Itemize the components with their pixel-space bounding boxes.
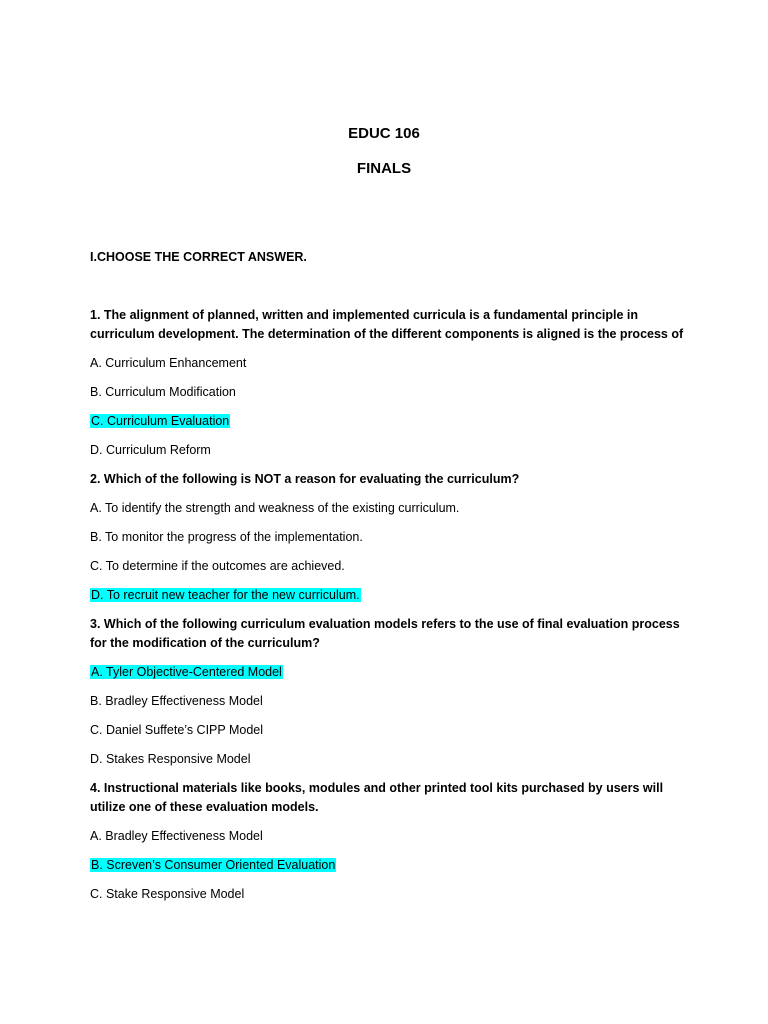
question-1-option-b: B. Curriculum Modification — [90, 385, 236, 399]
question-2-option-d-answer — [90, 586, 690, 605]
question-4-option-b-answer — [90, 856, 690, 875]
question-4-option-a: A. Bradley Effectiveness Model — [90, 829, 263, 843]
question-1-option-a: A. Curriculum Enhancement — [90, 356, 247, 370]
answer-highlight: B. Screven’s Consumer Oriented Evaluation — [91, 858, 336, 872]
question-1-option-d: D. Curriculum Reform — [90, 443, 211, 457]
question-3-option-c: C. Daniel Suffete’s CIPP Model — [90, 723, 264, 737]
exam-title: FINALS — [356, 160, 412, 177]
answer-highlight: A. Tyler Objective-Centered Model — [91, 665, 282, 679]
question-2-option-a: A. To identify the strength and weakness of the existing curriculum. — [90, 501, 460, 515]
course-title: EDUC 106 — [348, 125, 420, 142]
section-instruction: I.CHOOSE THE CORRECT ANSWER. — [90, 250, 307, 264]
question-3-option-a-answer — [90, 663, 690, 682]
question-1-stem-line-1: 1. The alignment of planned, written and implemented curricula is a fundamental principle in — [90, 308, 639, 322]
question-1-option-c-answer — [90, 412, 690, 431]
question-3-stem-line-2: for the modification of the curriculum? — [90, 636, 320, 650]
question-4-stem-line-2: utilize one of these evaluation models. — [90, 800, 319, 814]
question-3-stem-line-1: 3. Which of the following curriculum evaluation models refers to the use of final evaluation process — [90, 617, 680, 631]
question-2-stem-line-1: 2. Which of the following is NOT a reason for evaluating the curriculum? — [90, 472, 520, 486]
question-1-stem-line-2: curriculum development. The determination of the different components is aligned is the process of — [90, 327, 684, 341]
question-3-option-b: B. Bradley Effectiveness Model — [90, 694, 263, 708]
answer-highlight: D. To recruit new teacher for the new curriculum. — [91, 588, 360, 602]
question-2-option-c: C. To determine if the outcomes are achieved. — [90, 559, 345, 573]
question-2-option-b: B. To monitor the progress of the implementation. — [90, 530, 363, 544]
answer-highlight: C. Curriculum Evaluation — [91, 414, 230, 428]
question-3-option-d: D. Stakes Responsive Model — [90, 752, 251, 766]
question-4-option-c: C. Stake Responsive Model — [90, 887, 245, 901]
question-4-stem-line-1: 4. Instructional materials like books, modules and other printed tool kits purchased by users will — [90, 781, 664, 795]
